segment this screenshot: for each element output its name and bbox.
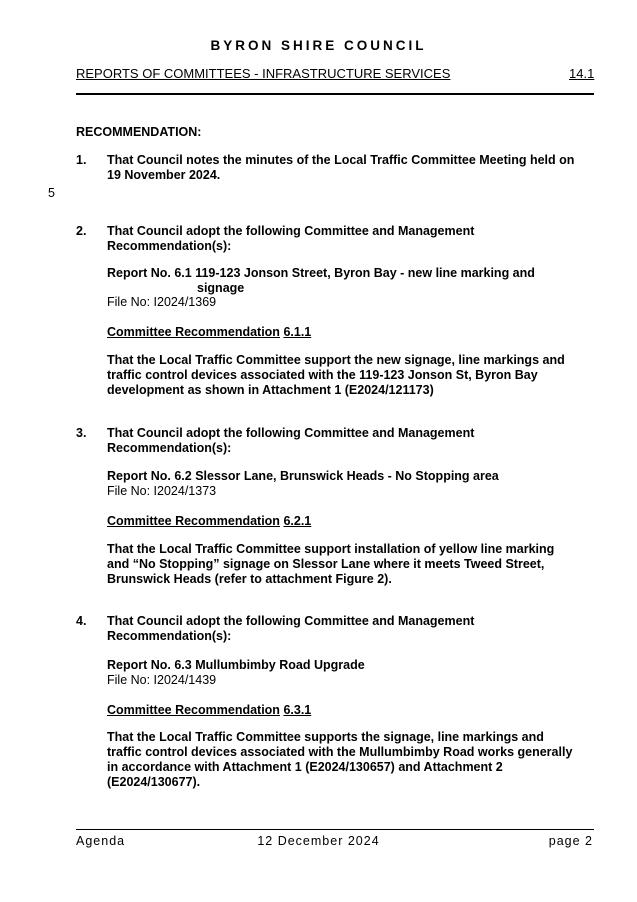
item-4-number: 4. — [76, 614, 87, 628]
item-3-committee-recommendation — [107, 514, 607, 529]
footer-agenda: Agenda — [76, 834, 126, 848]
section-title: REPORTS OF COMMITTEES - INFRASTRUCTURE SERVICES — [76, 66, 451, 81]
item-2-report-title — [107, 266, 607, 296]
item-2-text-line: That Council adopt the following Committee and Management — [107, 224, 475, 238]
item-4-body-line: in accordance with Attachment 1 (E2024/130657) and Attachment 2 — [107, 760, 503, 774]
footer-date: 12 December 2024 — [257, 834, 380, 848]
item-2-committee-recommendation — [107, 325, 607, 340]
item-3-text-line: That Council adopt the following Committee and Management — [107, 426, 475, 440]
item-3-body — [107, 542, 607, 587]
header-divider — [76, 93, 594, 95]
item-4-body-line: (E2024/130677). — [107, 775, 201, 789]
item-4-committee-recommendation — [107, 703, 607, 718]
item-4-body-line: traffic control devices associated with the Mullumbimby Road works generally — [107, 745, 573, 759]
item-4-file-number: File No: I2024/1439 — [107, 673, 217, 687]
item-2-body — [107, 353, 607, 398]
item-1-text — [107, 153, 607, 183]
item-1-number: 1. — [76, 153, 87, 167]
item-3-text — [107, 426, 607, 456]
item-2-file-number: File No: I2024/1369 — [107, 295, 217, 309]
item-4-body-line: That the Local Traffic Committee supports the signage, line markings and — [107, 730, 544, 744]
committee-recommendation-label: Committee Recommendation — [107, 325, 280, 339]
committee-recommendation-label: Committee Recommendation — [107, 703, 280, 717]
item-2-text-line: Recommendation(s): — [107, 239, 232, 253]
item-3-file-number: File No: I2024/1373 — [107, 484, 217, 498]
item-1-text-line: That Council notes the minutes of the Local Traffic Committee Meeting held on — [107, 153, 575, 167]
council-name: BYRON SHIRE COUNCIL — [210, 38, 427, 53]
item-4-body — [107, 730, 607, 790]
recommendation-heading: RECOMMENDATION: — [76, 125, 202, 139]
item-3-report-title: Report No. 6.2 Slessor Lane, Brunswick Heads - No Stopping area — [107, 469, 499, 483]
line-number: 5 — [48, 186, 55, 200]
item-4-text-line: That Council adopt the following Committee and Management — [107, 614, 475, 628]
item-3-text-line: Recommendation(s): — [107, 441, 232, 455]
footer-page-number: page 2 — [548, 834, 593, 848]
item-1-text-line: 19 November 2024. — [107, 168, 221, 182]
item-3-body-line: That the Local Traffic Committee support installation of yellow line marking — [107, 542, 555, 556]
committee-recommendation-number: 6.3.1 — [283, 703, 312, 717]
item-2-number: 2. — [76, 224, 87, 238]
item-2-body-line: development as shown in Attachment 1 (E2024/121173) — [107, 383, 434, 397]
item-3-body-line: and “No Stopping” signage on Slessor Lane where it meets Tweed Street, — [107, 557, 545, 571]
footer-divider — [76, 829, 594, 830]
committee-recommendation-label: Committee Recommendation — [107, 514, 280, 528]
section-number: 14.1 — [569, 66, 595, 81]
item-3-number: 3. — [76, 426, 87, 440]
item-4-text-line: Recommendation(s): — [107, 629, 232, 643]
item-3-body-line: Brunswick Heads (refer to attachment Figure 2). — [107, 572, 392, 586]
item-2-report-line: Report No. 6.1 119-123 Jonson Street, Byron Bay - new line marking and — [107, 266, 535, 280]
committee-recommendation-number: 6.1.1 — [283, 325, 312, 339]
item-4-text — [107, 614, 607, 644]
item-4-report-title: Report No. 6.3 Mullumbimby Road Upgrade — [107, 658, 365, 672]
item-2-body-line: That the Local Traffic Committee support the new signage, line markings and — [107, 353, 565, 367]
item-2-report-line: signage — [197, 281, 245, 295]
committee-recommendation-number: 6.2.1 — [283, 514, 312, 528]
item-2-text — [107, 224, 607, 254]
item-2-body-line: traffic control devices associated with the 119-123 Jonson St, Byron Bay — [107, 368, 538, 382]
